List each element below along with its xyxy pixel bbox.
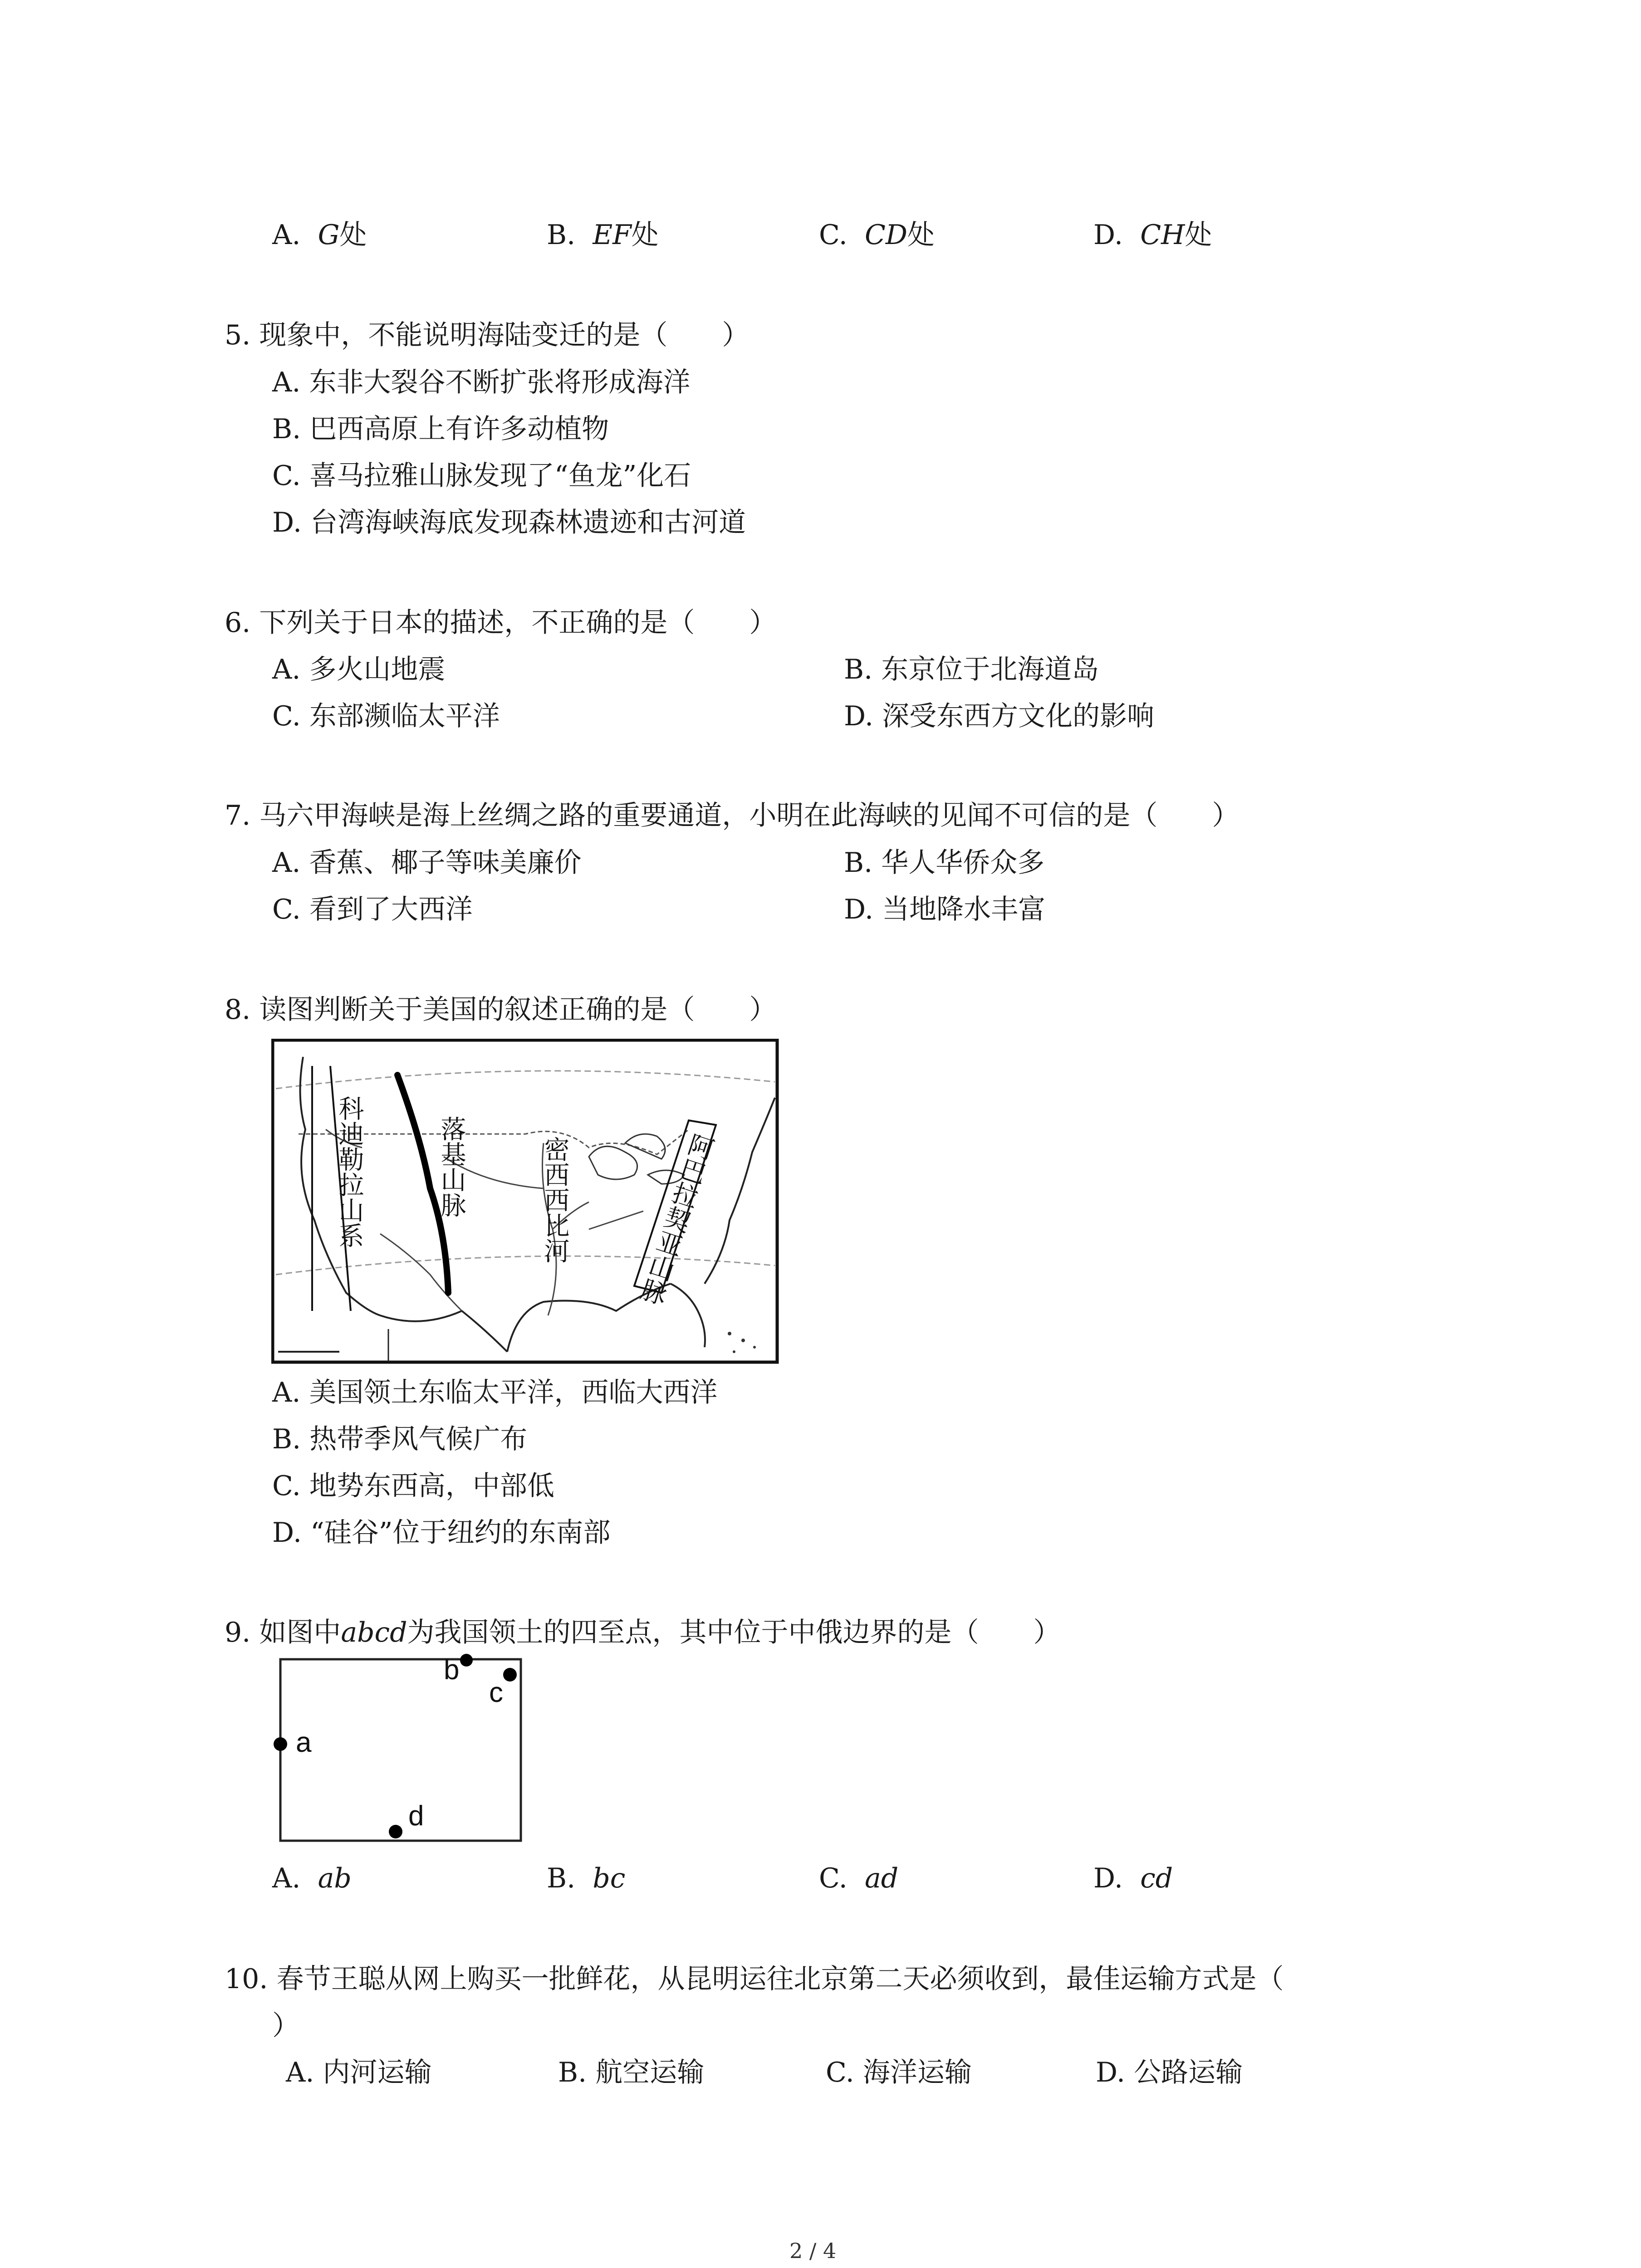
q4-option-d: D. CH处 — [1093, 219, 1212, 251]
q10-option-d: D. 公路运输 — [1096, 2057, 1243, 2088]
q6-option-c: C. 东部濒临太平洋 — [272, 700, 500, 732]
usa-map-figure — [271, 1039, 780, 1365]
q4-option-c: C. CD处 — [819, 219, 935, 251]
q6-option-a: A. 多火山地震 — [272, 654, 446, 685]
q7-option-c: C. 看到了大西洋 — [272, 894, 473, 925]
q4-option-a: A. G处 — [272, 219, 367, 251]
point-d-label: d — [408, 1800, 424, 1832]
q4-option-b: B. EF处 — [547, 219, 659, 251]
appalachian-label: 阿巴拉契亚山脉 — [634, 1129, 717, 1308]
q5-option-b: B. 巴西高原上有许多动植物 — [272, 413, 609, 445]
q9-option-c: C. ad — [819, 1862, 899, 1894]
q10-stem-line2: ） — [272, 2010, 299, 2042]
q5-option-c: C. 喜马拉雅山脉发现了“鱼龙”化石 — [272, 460, 691, 492]
q5-option-d: D. 台湾海峡海底发现森林遗迹和古河道 — [272, 507, 746, 538]
page-number: 2 / 4 — [789, 2239, 837, 2263]
q10-option-b: B. 航空运输 — [558, 2057, 705, 2088]
q9-option-d: D. cd — [1093, 1862, 1173, 1894]
q10-option-c: C. 海洋运输 — [826, 2057, 972, 2088]
q7-stem: 7. 马六甲海峡是海上丝绸之路的重要通道，小明在此海峡的见闻不可信的是（ ） — [225, 800, 1239, 831]
point-c-label: c — [489, 1677, 503, 1708]
mississippi-label: 密西西比河 — [540, 1136, 570, 1263]
q10-option-a: A. 内河运输 — [286, 2057, 432, 2088]
q7-option-d: D. 当地降水丰富 — [844, 894, 1046, 925]
q6-stem: 6. 下列关于日本的描述，不正确的是（ ） — [225, 607, 777, 639]
q5-option-a: A. 东非大裂谷不断扩张将形成海洋 — [272, 367, 691, 398]
q7-option-a: A. 香蕉、椰子等味美廉价 — [272, 847, 582, 879]
q7-option-b: B. 华人华侨众多 — [844, 847, 1045, 879]
q10-stem-line1: 10. 春节王聪从网上购买一批鲜花，从昆明运往北京第二天必须收到，最佳运输方式是（ — [225, 1963, 1284, 1995]
q8-option-c: C. 地势东西高，中部低 — [272, 1470, 554, 1502]
q8-option-d: D. “硅谷”位于纽约的东南部 — [272, 1517, 611, 1549]
q8-option-b: B. 热带季风气候广布 — [272, 1423, 528, 1455]
rockies-label: 落基山脉 — [436, 1116, 466, 1217]
q8-option-a: A. 美国领土东临太平洋，西临大西洋 — [272, 1377, 718, 1408]
q5-stem: 5. 现象中，不能说明海陆变迁的是（ ） — [225, 319, 749, 351]
q9-stem: 9. 如图中abcd为我国领土的四至点，其中位于中俄边界的是（ ） — [225, 1617, 1061, 1648]
q8-stem: 8. 读图判断关于美国的叙述正确的是（ ） — [225, 994, 777, 1026]
q6-option-b: B. 东京位于北海道岛 — [844, 654, 1099, 685]
cordillera-label: 科迪勒拉山系 — [334, 1095, 364, 1248]
territory-points-figure — [272, 1651, 526, 1851]
q6-option-d: D. 深受东西方文化的影响 — [844, 700, 1155, 732]
point-a-label: a — [296, 1727, 312, 1758]
q9-option-a: A. ab — [272, 1862, 352, 1894]
q9-option-b: B. bc — [547, 1862, 626, 1894]
point-b-label: b — [444, 1654, 460, 1686]
